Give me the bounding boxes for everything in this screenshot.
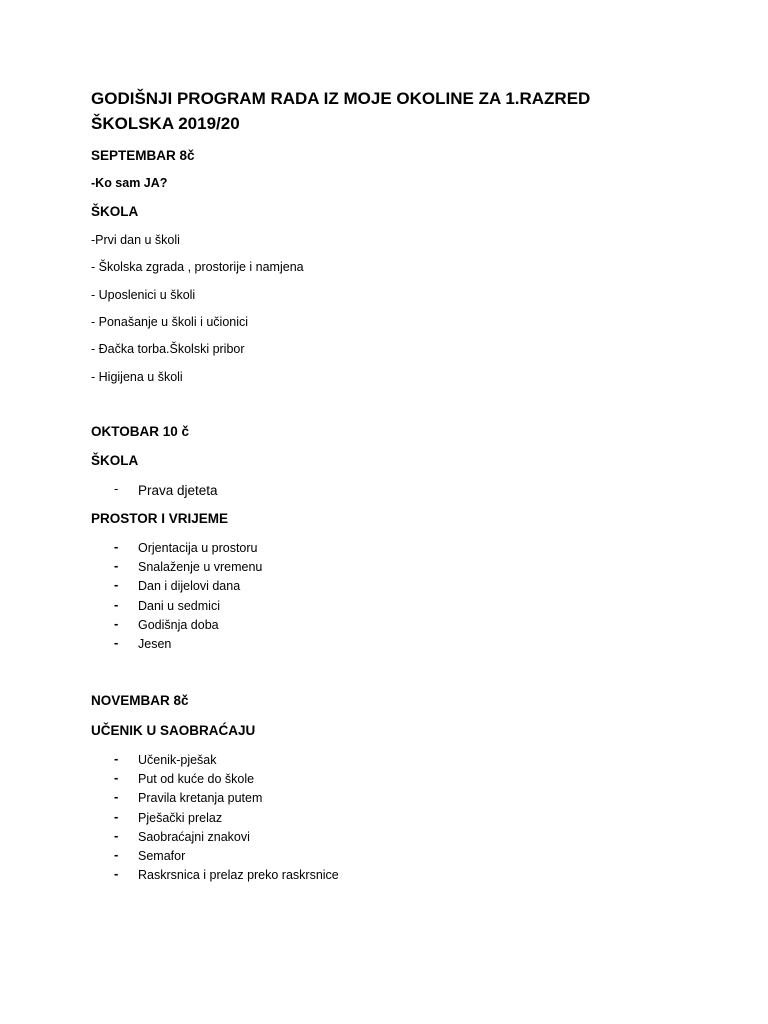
- month-heading-september: SEPTEMBAR 8č: [91, 148, 195, 163]
- list-item-text: Dan i dijelovi dana: [138, 579, 241, 594]
- dash-bullet: -: [114, 846, 119, 862]
- list-item-text: Dani u sedmici: [138, 598, 220, 613]
- dash-bullet: -: [114, 539, 119, 554]
- dash-bullet: -: [114, 481, 119, 496]
- dash-bullet: -: [114, 808, 119, 824]
- month-heading-oktobar: OKTOBAR 10 č: [91, 424, 190, 439]
- september-item: - Higijena u školi: [91, 370, 183, 384]
- dash-bullet: -: [114, 827, 119, 843]
- list-item-text: Učenik-pješak: [138, 753, 217, 767]
- list-item-text: Semafor: [138, 848, 186, 863]
- september-intro: -Ko sam JA?: [91, 176, 168, 190]
- september-item: - Uposlenici u školi: [91, 288, 196, 302]
- list-item-text: Prava djeteta: [138, 483, 218, 498]
- september-item: - Ponašanje u školi i učionici: [91, 315, 249, 329]
- dash-bullet: -: [114, 789, 119, 805]
- list-item-text: Pješački prelaz: [138, 810, 223, 825]
- list-item-text: Orjentacija u prostoru: [138, 541, 258, 555]
- topic-heading-skola: ŠKOLA: [91, 453, 139, 468]
- dash-bullet: -: [114, 770, 119, 786]
- document-title-line-2: ŠKOLSKA 2019/20: [91, 114, 240, 133]
- september-item: - Đačka torba.Školski pribor: [91, 342, 245, 356]
- september-item: -Prvi dan u školi: [91, 233, 180, 247]
- list-item-text: Jesen: [138, 636, 172, 651]
- september-item: - Školska zgrada , prostorije i namjena: [91, 260, 304, 274]
- list-item-text: Godišnja doba: [138, 617, 219, 632]
- dash-bullet: -: [114, 558, 119, 574]
- list-item-text: Saobraćajni znakovi: [138, 829, 250, 844]
- dash-bullet: -: [114, 751, 119, 766]
- document-title-line-1: GODIŠNJI PROGRAM RADA IZ MOJE OKOLINE ZA 1.RAZRED: [91, 89, 591, 108]
- list-item-text: Snalaženje u vremenu: [138, 560, 263, 575]
- dash-bullet: -: [114, 577, 119, 593]
- dash-bullet: -: [114, 866, 119, 882]
- dash-bullet: -: [114, 615, 119, 631]
- list-item-text: Pravila kretanja putem: [138, 791, 263, 806]
- list-item-text: Put od kuće do škole: [138, 772, 255, 787]
- dash-bullet: -: [114, 596, 119, 612]
- month-heading-novembar: NOVEMBAR 8č: [91, 693, 189, 708]
- dash-bullet: -: [114, 634, 119, 650]
- topic-heading-prostor-i-vrijeme: PROSTOR I VRIJEME: [91, 511, 229, 526]
- list-item-text: Raskrsnica i prelaz preko raskrsnice: [138, 868, 339, 883]
- topic-heading-skola: ŠKOLA: [91, 204, 139, 219]
- topic-heading-ucenik-u-saobracaju: UČENIK U SAOBRAĆAJU: [91, 723, 256, 738]
